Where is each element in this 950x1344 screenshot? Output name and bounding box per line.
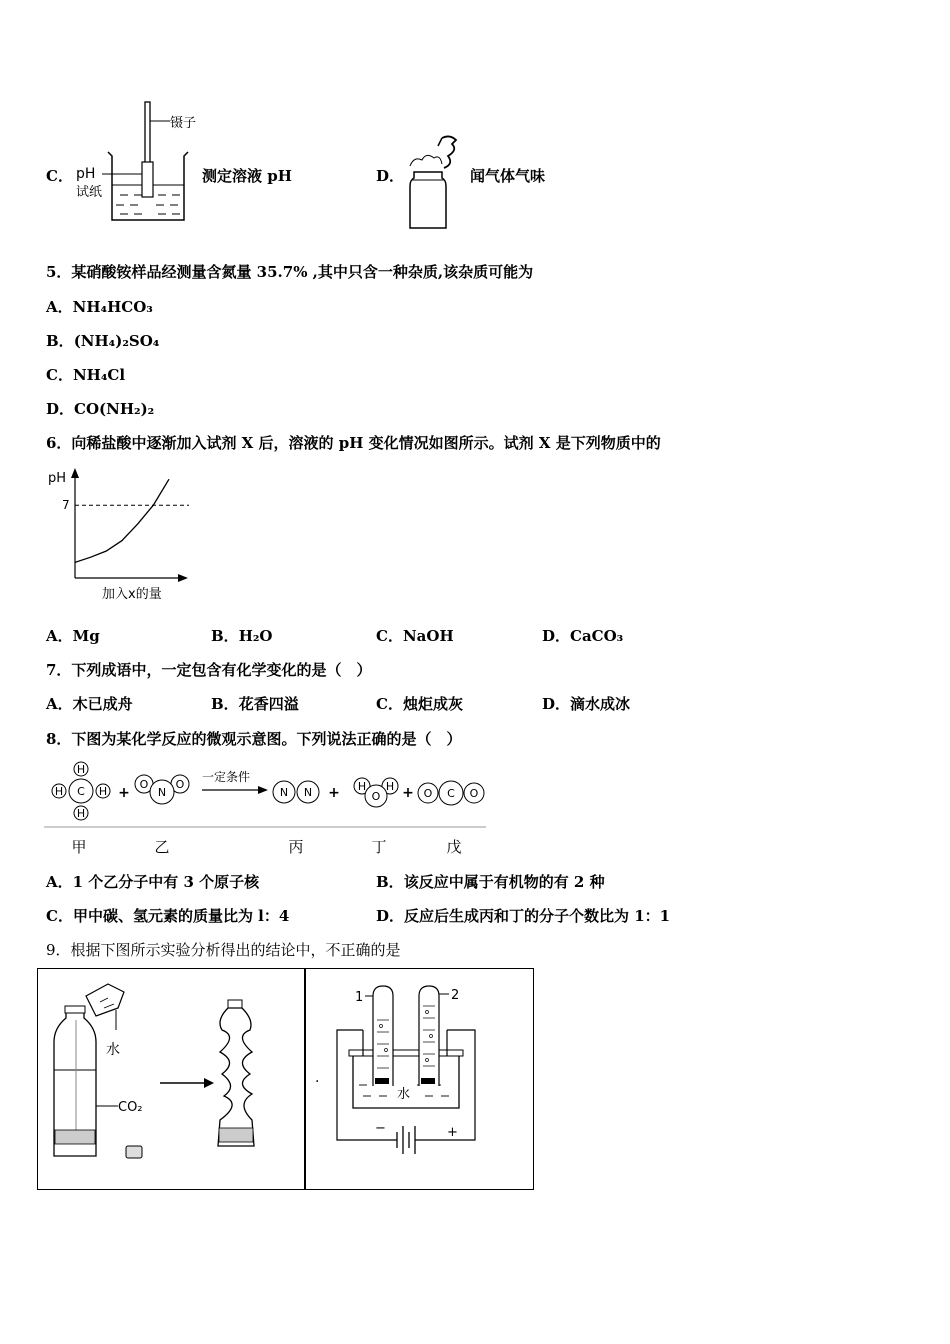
test-paper-label: 试纸 [76,185,103,200]
atom-o: O [469,787,479,800]
x-axis-arrow [178,574,188,582]
question-6-stem: 6．向稀盐酸中逐渐加入试剂 X 后，溶液的 pH 变化情况如图所示。试剂 X 是下列物质中的 [46,434,661,452]
atom-h: H [385,780,395,793]
positive-terminal-label: + [447,1125,458,1140]
question-9-stem: 9．根据下图所示实验分析得出的结论中，不正确的是 [46,941,401,959]
option-d-letter: D． [376,167,405,185]
electrode-2 [421,1078,435,1084]
atom-n: N [157,786,167,799]
q7-option-a: A．木已成舟 [46,695,133,713]
y-axis-arrow [71,468,79,478]
label-jia: 甲 [71,838,87,856]
q8-option-c: C．甲中碳、氢元素的质量比为 l：4 [46,907,290,925]
ph-curve [75,479,169,562]
atom-c: C [447,787,455,800]
atom-o: O [139,778,149,791]
atom-h: H [76,807,86,820]
q8-option-d: D．反应后生成丙和丁的分子个数比为 1：1 [376,907,671,925]
atom-h: H [54,785,64,798]
reaction-condition-label: 一定条件 [202,770,251,784]
trough-water-label: 水 [397,1087,411,1102]
tweezers-label: 镊子 [170,116,197,131]
co2-bottle-experiment-figure [38,970,302,1188]
atom-n: N [303,786,313,799]
label-ding: 丁 [371,838,387,856]
q7-option-c: C．烛炬成灰 [376,695,463,713]
test-tube-1-icon [373,986,393,1086]
q7-option-d: D．滴水成冰 [542,695,631,713]
q8-option-a: A．1 个乙分子中有 3 个原子核 [46,873,260,891]
pouring-beaker-icon [86,984,124,1016]
q5-option-d: D．CO(NH₂)₂ [46,400,155,418]
atom-n: N [279,786,289,799]
q5-option-b: B．(NH₄)₂SO₄ [46,332,160,350]
q6-option-c: C．NaOH [376,627,454,645]
figure-divider [304,969,306,1189]
electrolysis-water-figure [307,970,533,1188]
ph-test-beaker-figure [72,100,202,230]
option-c-caption: 测定溶液 pH [202,167,292,185]
label-yi: 乙 [154,838,170,856]
ph-7-tick-label: 7 [62,498,70,513]
q6-option-d: D．CaCO₃ [542,627,624,645]
option-d-caption: 闻气体气味 [470,167,546,185]
plus-sign: + [328,785,340,801]
atom-h: H [98,785,108,798]
q6-option-b: B．H₂O [211,627,273,645]
q5-option-c: C．NH₄Cl [46,366,126,384]
ph-chart [44,464,204,606]
negative-terminal-label: − [375,1121,386,1136]
q8-option-b: B．该反应中属于有机物的有 2 种 [376,873,605,891]
atom-h: H [76,763,86,776]
atom-h: H [357,780,367,793]
ph-label: pH [76,166,96,182]
q7-option-b: B．花香四溢 [211,695,299,713]
plus-sign: + [402,785,414,801]
stray-dot: . [315,1070,320,1086]
co2-label: CO₂ [118,1100,143,1115]
reaction-microscopic-diagram [44,756,494,861]
tube-2-label: 2 [451,988,460,1003]
question-8-stem: 8．下图为某化学反应的微观示意图。下列说法正确的是（ ） [46,730,462,748]
hand-icon [442,136,456,168]
plus-sign: + [118,785,130,801]
q5-option-a: A．NH₄HCO₃ [46,298,153,316]
atom-o: O [423,787,433,800]
x-axis-label: 加入x的量 [102,587,162,602]
crushed-bottle-icon [218,1008,254,1146]
atom-c: C [77,785,85,798]
q6-option-a: A．Mg [46,627,100,645]
question-7-stem: 7．下列成语中，一定包含有化学变化的是（ ） [46,661,372,679]
y-axis-label: pH [48,471,67,486]
smell-gas-bottle-figure [400,130,472,230]
water-label: 水 [106,1042,120,1058]
label-wu: 戊 [446,838,462,856]
atom-o: O [175,778,185,791]
bottle-cap-icon [126,1146,142,1158]
test-tube-2-icon [419,986,439,1086]
ph-paper-icon [142,162,153,197]
question-5-stem: 5．某硝酸铵样品经测量含氮量 35.7% ,其中只含一种杂质,该杂质可能为 [46,263,534,281]
label-bing: 丙 [288,838,304,856]
atom-o: O [371,790,381,803]
option-c-letter: C． [46,167,73,185]
tube-1-label: 1 [355,990,364,1005]
electrode-1 [375,1078,389,1084]
